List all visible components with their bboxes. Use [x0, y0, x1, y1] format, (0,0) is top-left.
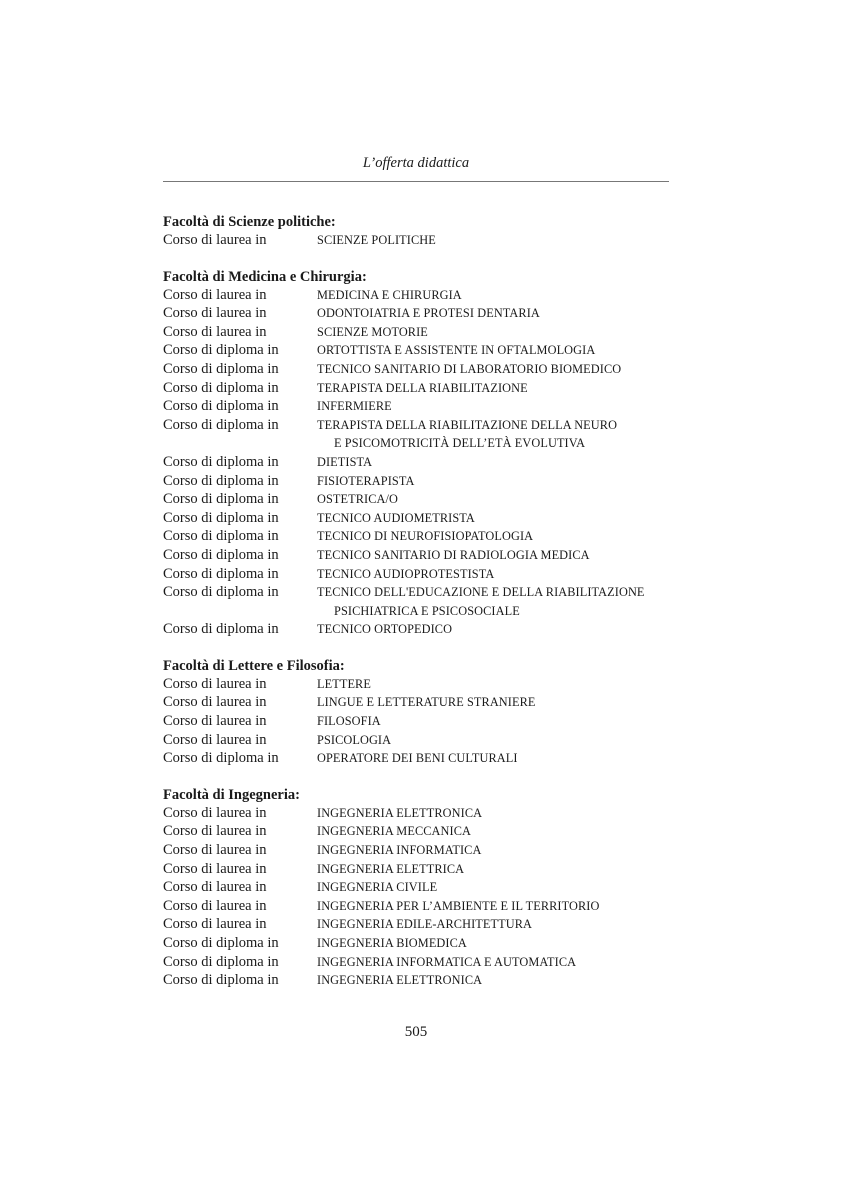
course-name-block [317, 509, 683, 528]
course-name: TERAPISTA DELLA RIABILITAZIONE DELLA NEURO [317, 417, 618, 432]
course-entry [163, 583, 683, 620]
course-name-block [317, 897, 683, 916]
course-name: TECNICO AUDIOMETRISTA [317, 510, 475, 525]
running-head: L’offerta didattica [362, 155, 470, 171]
course-entry [163, 693, 683, 712]
course-type: Corso di laurea in [163, 879, 267, 896]
course-entry [163, 231, 683, 250]
course-type: Corso di laurea in [163, 323, 267, 340]
course-entry [163, 416, 683, 453]
course-entry [163, 731, 683, 750]
course-type: Corso di diploma in [163, 360, 279, 377]
course-name-block [317, 546, 683, 565]
course-name: INGEGNERIA INFORMATICA [317, 843, 482, 858]
course-entry [163, 509, 683, 528]
course-name-block [317, 693, 683, 712]
course-name-block [317, 397, 683, 416]
course-name: FISIOTERAPISTA [317, 473, 415, 488]
course-type: Corso di laurea in [163, 804, 267, 821]
course-type: Corso di laurea in [163, 305, 267, 322]
course-type: Corso di diploma in [163, 621, 279, 638]
course-name: INGEGNERIA ELETTRONICA [317, 973, 483, 988]
course-type: Corso di laurea in [163, 916, 267, 933]
course-name-block [317, 286, 683, 305]
course-type: Corso di diploma in [163, 584, 279, 601]
course-type: Corso di laurea in [163, 842, 267, 859]
course-name-block [317, 304, 683, 323]
course-type: Corso di laurea in [163, 860, 267, 877]
course-name-block [317, 953, 683, 972]
course-name-block [317, 804, 683, 823]
faculty-section [163, 269, 683, 639]
course-name-continuation: E PSICOMOTRICITÀ DELL’ETÀ EVOLUTIVA [334, 436, 586, 451]
course-name-block [317, 934, 683, 953]
faculty-section [163, 658, 683, 768]
course-name-block [317, 341, 683, 360]
course-name-continuation: PSICHIATRICA E PSICOSOCIALE [334, 603, 520, 618]
course-name: TECNICO DELL'EDUCAZIONE E DELLA RIABILITAZIONE [317, 585, 645, 600]
course-type: Corso di diploma in [163, 416, 279, 433]
course-name-block [317, 822, 683, 841]
course-name: TECNICO ORTOPEDICO [317, 622, 453, 637]
course-type: Corso di diploma in [163, 935, 279, 951]
course-name: INGEGNERIA ELETTRICA [317, 861, 465, 876]
faculty-title: Facoltà di Scienze politiche: [163, 214, 336, 230]
course-entry [163, 304, 683, 323]
course-name: LINGUE E LETTERATURE STRANIERE [317, 695, 536, 710]
course-type: Corso di diploma in [163, 750, 279, 767]
course-entry [163, 472, 683, 491]
course-type: Corso di laurea in [163, 694, 267, 711]
course-name: TECNICO DI NEUROFISIOPATOLOGIA [317, 529, 534, 544]
course-type: Corso di diploma in [163, 379, 279, 396]
course-name-block [317, 360, 683, 379]
course-type: Corso di diploma in [163, 972, 279, 989]
course-type: Corso di diploma in [163, 953, 279, 970]
course-name: DIETISTA [317, 454, 373, 469]
course-name: TECNICO SANITARIO DI LABORATORIO BIOMEDICO [317, 361, 622, 376]
course-name-block [317, 472, 683, 491]
course-entry [163, 878, 683, 897]
course-entry [163, 712, 683, 731]
course-name-block [317, 527, 683, 546]
course-name: OSTETRICA/O [317, 492, 399, 507]
header-rule [163, 181, 669, 182]
course-name: INGEGNERIA EDILE-ARCHITETTURA [317, 917, 532, 932]
course-entry [163, 620, 683, 639]
course-entry [163, 860, 683, 879]
course-type: Corso di diploma in [163, 398, 279, 415]
course-entry [163, 490, 683, 509]
page-number: 505 [404, 1024, 428, 1040]
course-type: Corso di laurea in [163, 897, 267, 914]
course-entry [163, 341, 683, 360]
course-name-block [317, 323, 683, 342]
course-name-block [317, 731, 683, 750]
course-name-block [317, 878, 683, 897]
course-entry [163, 565, 683, 584]
course-name: MEDICINA E CHIRURGIA [317, 287, 462, 302]
course-name-block [317, 583, 683, 620]
course-type: Corso di laurea in [163, 675, 267, 692]
course-name: TERAPISTA DELLA RIABILITAZIONE [317, 380, 528, 395]
course-name: INGEGNERIA INFORMATICA E AUTOMATICA [317, 954, 577, 969]
course-name-block [317, 749, 683, 768]
course-type: Corso di diploma in [163, 342, 279, 359]
course-type: Corso di diploma in [163, 453, 279, 470]
course-name-block [317, 490, 683, 509]
course-name-block [317, 915, 683, 934]
course-entry [163, 360, 683, 379]
faculty-title: Facoltà di Medicina e Chirurgia: [163, 268, 367, 285]
course-name-block [317, 453, 683, 472]
course-name: ODONTOIATRIA E PROTESI DENTARIA [317, 306, 540, 321]
course-type: Corso di laurea in [163, 713, 267, 730]
course-entry [163, 971, 683, 990]
course-name: FILOSOFIA [317, 714, 381, 729]
course-name: PSICOLOGIA [317, 732, 392, 747]
course-entry [163, 841, 683, 860]
course-name-block [317, 971, 683, 990]
course-name: LETTERE [317, 676, 371, 691]
course-name-block [317, 860, 683, 879]
course-name-block [317, 416, 683, 453]
course-type: Corso di diploma in [163, 491, 279, 508]
course-entry [163, 934, 683, 953]
course-name: INGEGNERIA ELETTRONICA [317, 805, 483, 820]
course-entry [163, 915, 683, 934]
course-name: INFERMIERE [317, 399, 392, 414]
course-entry [163, 546, 683, 565]
course-entry [163, 527, 683, 546]
course-name: SCIENZE POLITICHE [317, 233, 436, 247]
course-entry [163, 286, 683, 305]
course-name: TECNICO SANITARIO DI RADIOLOGIA MEDICA [317, 547, 590, 562]
course-type: Corso di laurea in [163, 286, 267, 303]
course-name: INGEGNERIA BIOMEDICA [317, 936, 467, 950]
course-entry [163, 953, 683, 972]
course-entry [163, 379, 683, 398]
course-entry [163, 453, 683, 472]
course-name-block [317, 675, 683, 694]
course-name-block [317, 379, 683, 398]
course-type: Corso di laurea in [163, 232, 267, 248]
course-type: Corso di diploma in [163, 546, 279, 563]
course-type: Corso di diploma in [163, 509, 279, 526]
course-entry [163, 822, 683, 841]
course-name: TECNICO AUDIOPROTESTISTA [317, 566, 495, 581]
course-entry [163, 749, 683, 768]
course-type: Corso di diploma in [163, 472, 279, 489]
course-name-block [317, 565, 683, 584]
course-name: INGEGNERIA MECCANICA [317, 824, 471, 839]
course-name: INGEGNERIA PER L’AMBIENTE E IL TERRITORIO [317, 898, 600, 913]
course-type: Corso di laurea in [163, 731, 267, 748]
course-listing [163, 214, 683, 1009]
course-name: INGEGNERIA CIVILE [317, 880, 438, 895]
course-entry [163, 397, 683, 416]
course-name-block [317, 231, 683, 250]
faculty-section [163, 214, 683, 250]
course-type: Corso di laurea in [163, 823, 267, 840]
course-name-block [317, 712, 683, 731]
course-entry [163, 804, 683, 823]
course-entry [163, 897, 683, 916]
faculty-title: Facoltà di Ingegneria: [163, 786, 300, 803]
course-entry [163, 323, 683, 342]
course-name: ORTOTTISTA E ASSISTENTE IN OFTALMOLOGIA [317, 343, 596, 358]
course-type: Corso di diploma in [163, 528, 279, 545]
course-type: Corso di diploma in [163, 565, 279, 582]
course-entry [163, 675, 683, 694]
course-name: SCIENZE MOTORIE [317, 324, 428, 339]
faculty-section [163, 787, 683, 990]
course-name: OPERATORE DEI BENI CULTURALI [317, 751, 518, 766]
course-name-block [317, 620, 683, 639]
faculty-title: Facoltà di Lettere e Filosofia: [163, 657, 345, 674]
course-name-block [317, 841, 683, 860]
